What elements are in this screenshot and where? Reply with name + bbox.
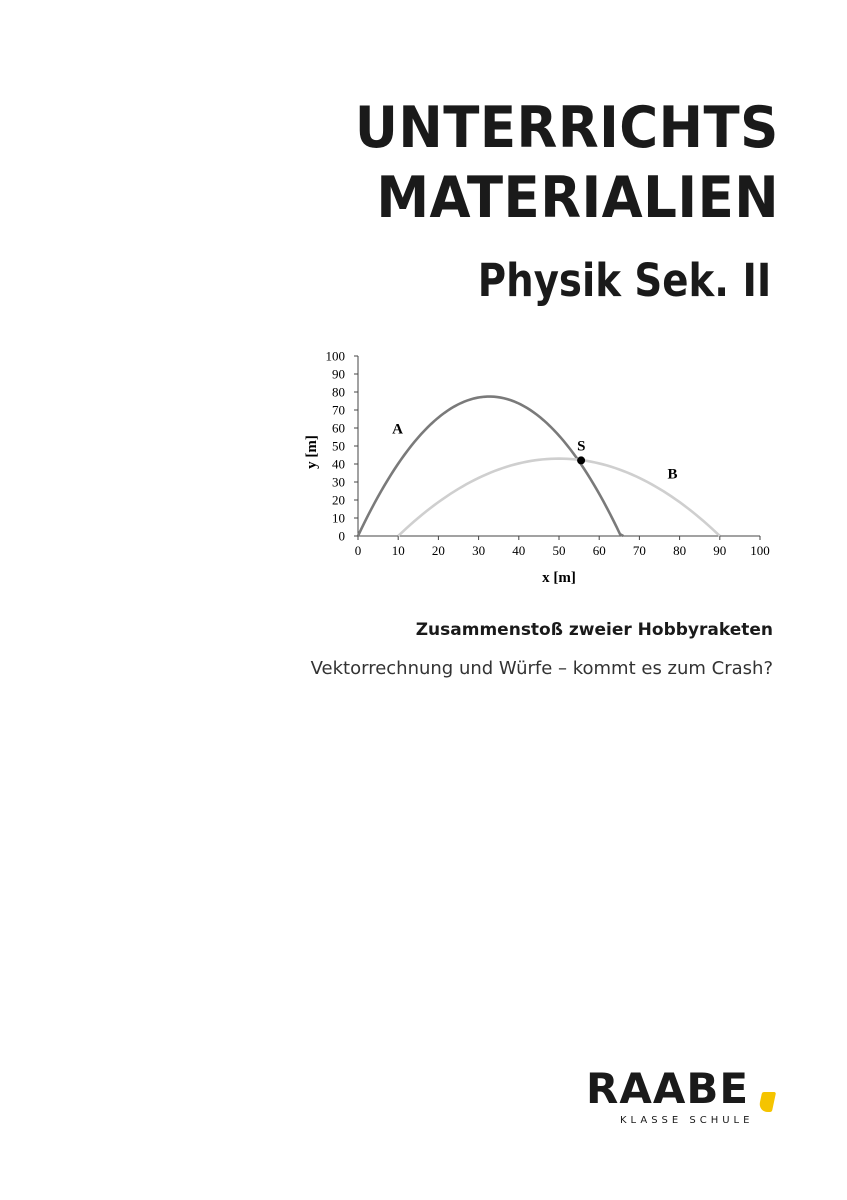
x-tick-label: 80 (673, 543, 687, 558)
y-tick-label: 80 (332, 384, 345, 400)
x-tick-label: 30 (472, 543, 486, 558)
x-tick-label: 50 (552, 543, 566, 558)
x-tick-label: 90 (713, 543, 727, 558)
subline: Vektorrechnung und Würfe – kommt es zum Crash? (310, 658, 773, 679)
subject-title: Physik Sek. II (477, 254, 771, 307)
x-tick-label: 0 (354, 543, 362, 558)
y-tick-label: 100 (325, 348, 345, 364)
y-tick-label: 60 (332, 420, 345, 436)
series-A-line (358, 397, 623, 536)
y-tick-label: 40 (332, 456, 345, 472)
logo-comma-icon (758, 1092, 776, 1112)
chart-labels (304, 421, 678, 586)
x-tick-label: 70 (632, 543, 646, 558)
x-axis-label: x [m] (542, 570, 576, 586)
intersection-point (577, 456, 585, 464)
y-tick-label: 0 (338, 528, 345, 544)
title-line-2: MATERIALIEN (376, 165, 779, 231)
x-tick-label: 10 (391, 543, 405, 558)
chart-series (358, 396, 720, 536)
x-tick-label: 40 (512, 543, 526, 558)
y-tick-label: 10 (332, 510, 345, 526)
y-tick-label: 50 (332, 438, 345, 454)
y-tick-label: 70 (332, 402, 345, 418)
series-B-label: B (667, 466, 678, 483)
x-tick-label: 60 (592, 543, 606, 558)
title-line-1: UNTERRICHTS (355, 95, 779, 161)
logo-wordmark: RAABE (586, 1064, 750, 1113)
y-tick-label: 90 (332, 366, 345, 382)
series-A-label: A (392, 421, 404, 438)
y-axis-label: y [m] (304, 435, 320, 469)
x-tick-label: 100 (750, 543, 770, 558)
y-tick-label: 20 (332, 492, 345, 508)
headline: Zusammenstoß zweier Hobbyraketen (415, 620, 773, 640)
chart-axes (326, 349, 770, 559)
raabe-logo (586, 1064, 778, 1138)
y-tick-label: 30 (332, 474, 345, 490)
x-tick-label: 20 (431, 543, 445, 558)
logo-tagline: KLASSE SCHULE (620, 1115, 754, 1126)
intersection-label: S (577, 438, 586, 455)
trajectory-chart (300, 340, 780, 595)
